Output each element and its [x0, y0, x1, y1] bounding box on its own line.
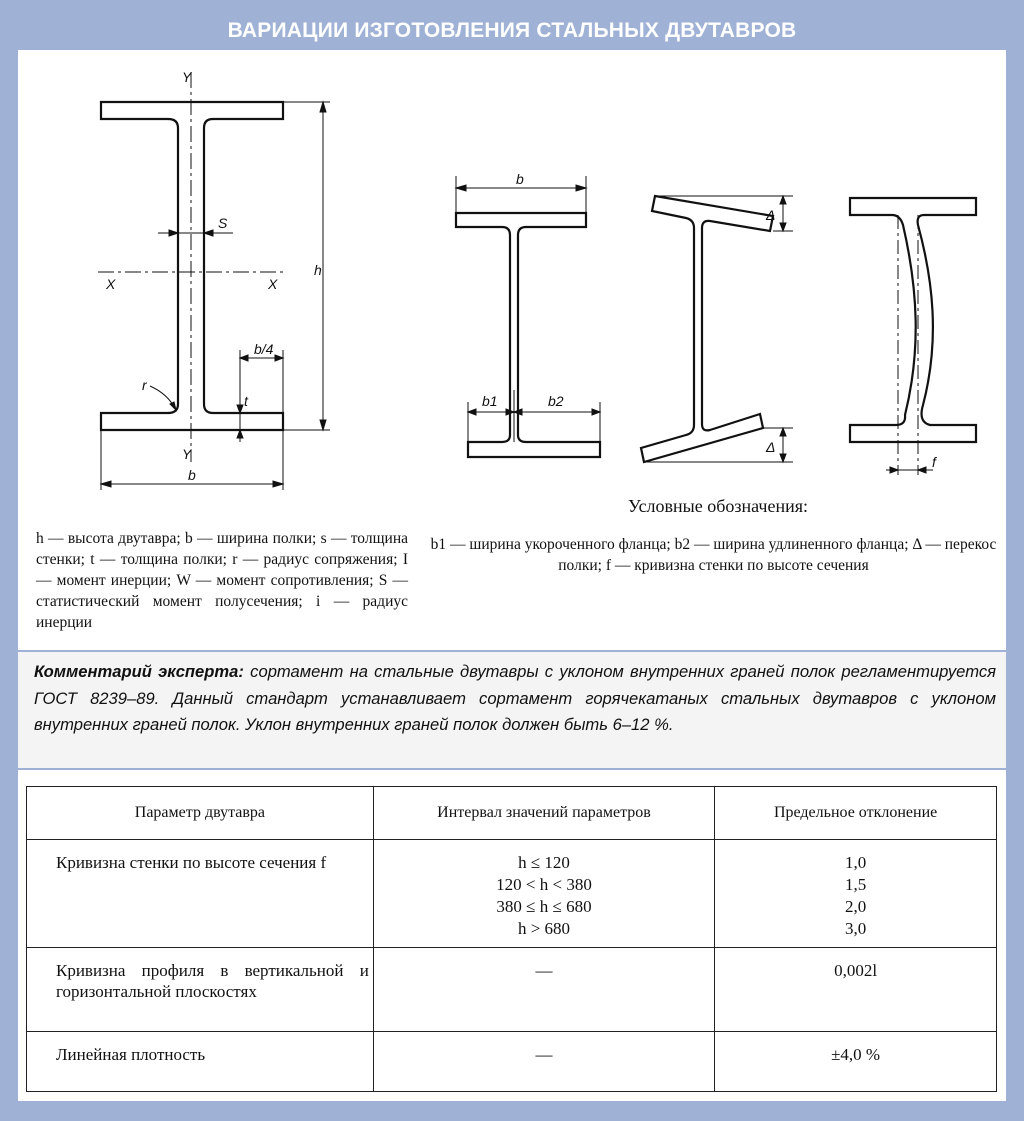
table-header-row	[27, 787, 997, 840]
interval-value: 380 ≤ h ≤ 680	[496, 897, 592, 916]
deviation-value: 1,0	[844, 853, 867, 872]
beam-curved-outline	[850, 198, 976, 442]
legend-left: h — высота двутавра; b — ширина полки; s — толщина стенки; t — толщина полки; r — радиус сопряжения; I — момент инерции; W — момент сопротивления; S — статистический момент полусечения; i — радиус инерции	[36, 530, 408, 631]
label-b2: b2	[548, 393, 564, 409]
comment-text: сортамент на стальные двутавры с уклоном внутренних граней полок регламентируется ГОСТ 8239–89. Данный стандарт устанавливает сортамент горячекатаных стальных двутавров с уклоном внутренних граней полок. Уклон внутренних граней полок должен быть 6–12 %.	[34, 662, 996, 734]
diagram-panel	[18, 50, 1006, 650]
table-row	[27, 948, 997, 1032]
row-intervals: —	[373, 948, 714, 1032]
page-title: ВАРИАЦИИ ИЗГОТОВЛЕНИЯ СТАЛЬНЫХ ДВУТАВРОВ	[227, 19, 797, 42]
label-b4: b/4	[254, 341, 274, 357]
main-beam-outline	[101, 102, 283, 430]
row-intervals	[373, 840, 714, 948]
row-intervals: —	[373, 1032, 714, 1092]
label-b-left: b	[188, 467, 196, 483]
interval-value: h ≤ 120	[518, 853, 570, 872]
label-delta-bottom: Δ	[766, 439, 776, 455]
header-parameter: Параметр двутавра	[27, 787, 374, 840]
label-y-bottom: Y	[182, 446, 192, 462]
row-param: Кривизна профиля в вертикальной и горизонтальной плоскостях	[27, 948, 374, 1032]
table-row	[27, 1032, 997, 1092]
deviation-value: 2,0	[844, 897, 867, 916]
interval-value: 120 < h < 380	[496, 875, 592, 894]
legend-heading: Условные обозначения:	[627, 496, 809, 516]
label-b1: b1	[482, 393, 498, 409]
row-deviations: ±4,0 %	[715, 1032, 997, 1092]
label-h: h	[314, 262, 322, 278]
table-row	[27, 840, 997, 948]
comment-label: Комментарий эксперта:	[34, 662, 244, 681]
header-deviation: Предельное отклонение	[715, 787, 997, 840]
label-y-top: Y	[182, 69, 192, 85]
table-panel	[18, 770, 1006, 1101]
label-f: f	[932, 454, 936, 470]
label-delta-top: Δ	[766, 207, 776, 223]
row-param: Кривизна стенки по высоте сечения f	[27, 840, 374, 948]
card	[10, 10, 1014, 1111]
beam-skew-outline	[641, 196, 776, 462]
expert-comment	[18, 652, 1006, 768]
label-t: t	[244, 393, 248, 409]
interval-value: h > 680	[517, 919, 571, 938]
row-param: Линейная плотность	[27, 1032, 374, 1092]
label-b-mid: b	[516, 171, 524, 187]
legend-right: b1 — ширина укороченного фланца; b2 — ширина удлиненного фланца; Δ — перекос полки; f — кривизна стенки по высоте сечения	[430, 536, 997, 574]
label-x-left: X	[106, 276, 116, 292]
label-r: r	[142, 377, 147, 393]
beam-b1b2-outline	[456, 213, 600, 457]
deviation-value: 1,5	[844, 875, 867, 894]
row-deviations: 0,002l	[715, 948, 997, 1032]
label-s: S	[218, 215, 228, 231]
header-interval: Интервал значений параметров	[373, 787, 714, 840]
row-deviations	[715, 840, 997, 948]
deviation-value: 3,0	[844, 919, 867, 938]
label-x-right: X	[268, 276, 278, 292]
parameters-table	[26, 786, 997, 1092]
